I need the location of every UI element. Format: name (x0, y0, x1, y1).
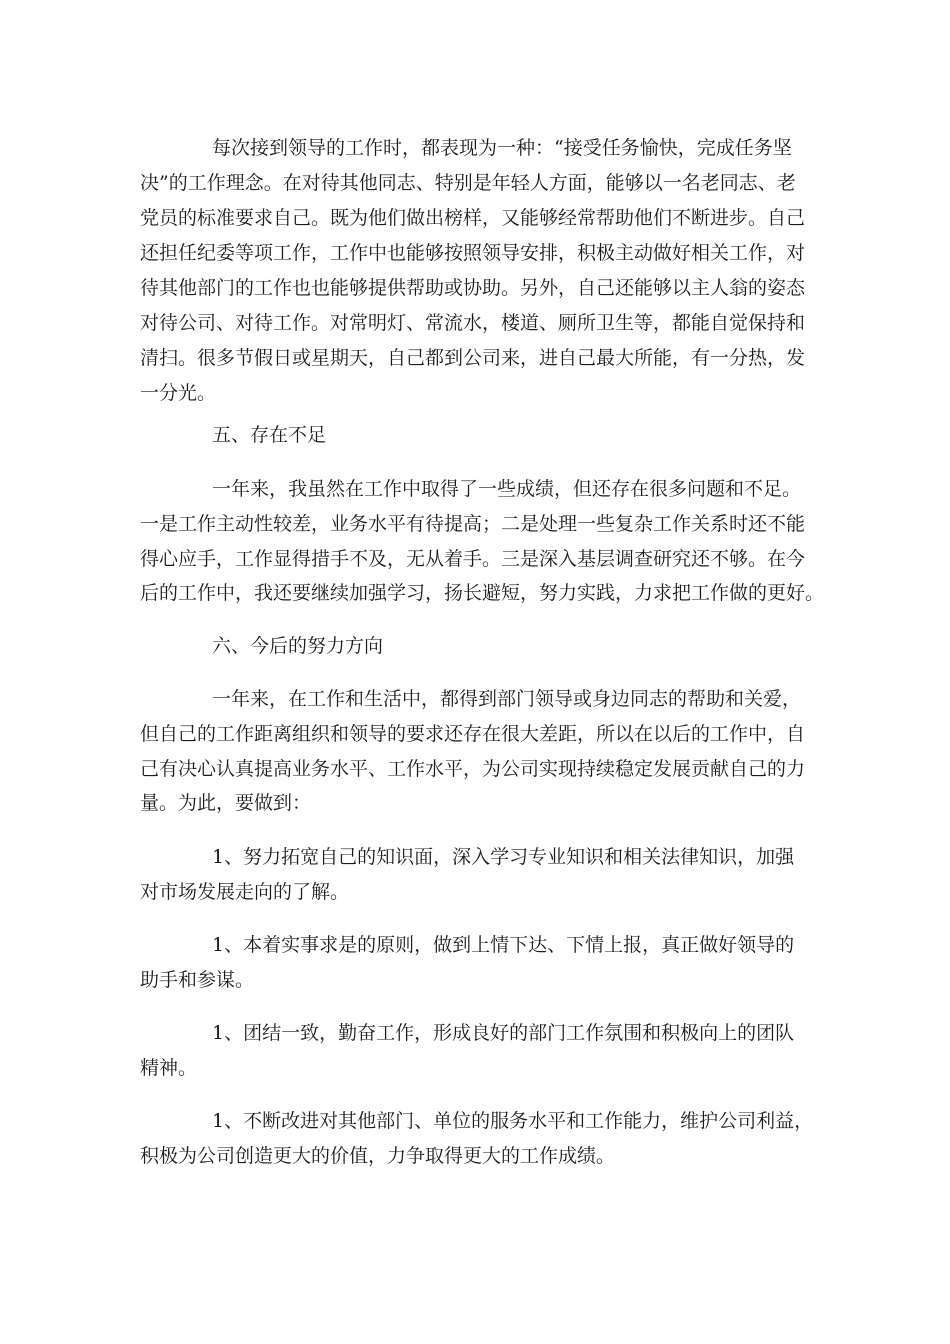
list-item-line: 助手和参谋。 (140, 969, 255, 991)
section-heading: 五、存在不足 (212, 424, 327, 446)
paragraph-line: 还担任纪委等项工作，工作中也能够按照领导安排，积极主动做好相关工作，对 (140, 242, 806, 264)
paragraph-line: 一年来，在工作和生活中，都得到部门领导或身边同志的帮助和关爱， (212, 688, 802, 710)
list-item-line: 1、不断改进对其他部门、单位的服务水平和工作能力，维护公司利益， (212, 1110, 814, 1132)
paragraph-line: 一年来，我虽然在工作中取得了一些成绩，但还存在很多问题和不足。 (212, 478, 802, 500)
paragraph-line: 对待公司、对待工作。对常明灯、常流水，楼道、厕所卫生等，都能自觉保持和 (140, 312, 806, 334)
list-item-line: 1、努力拓宽自己的知识面，深入学习专业知识和相关法律知识，加强 (212, 846, 795, 868)
list-item-line: 积极为公司创造更大的价值，力争取得更大的工作成绩。 (140, 1145, 616, 1167)
paragraph-line: 一是工作主动性较差，业务水平有待提高；二是处理一些复杂工作关系时还不能 (140, 513, 806, 535)
paragraph-line: 一分光。 (140, 382, 217, 404)
paragraph-line: 得心应手，工作显得措手不及，无从着手。三是深入基层调查研究还不够。在今 (140, 548, 806, 570)
paragraph-line: 量。为此，要做到： (140, 792, 312, 814)
list-item-line: 精神。 (140, 1057, 198, 1079)
list-item-line: 1、团结一致，勤奋工作，形成良好的部门工作氛围和积极向上的团队 (212, 1022, 795, 1044)
list-item-line: 1、本着实事求是的原则，做到上情下达、下情上报，真正做好领导的 (212, 934, 795, 956)
paragraph-line: 每次接到领导的工作时，都表现为一种：“接受任务愉快，完成任务坚 (212, 137, 792, 159)
paragraph-line: 但自己的工作距离组织和领导的要求还存在很大差距，所以在以后的工作中，自 (140, 723, 806, 745)
paragraph-line: 待其他部门的工作也也能够提供帮助或协助。另外，自己还能够以主人翁的姿态 (140, 277, 806, 299)
list-item-line: 对市场发展走向的了解。 (140, 881, 350, 903)
paragraph-line: 决”的工作理念。在对待其他同志、特别是年轻人方面，能够以一名老同志、老 (140, 172, 796, 194)
section-heading: 六、今后的努力方向 (212, 635, 384, 657)
paragraph-line: 后的工作中，我还要继续加强学习，扬长避短，努力实践，力求把工作做的更好。 (140, 582, 825, 604)
paragraph-line: 党员的标准要求自己。既为他们做出榜样，又能够经常帮助他们不断进步。自己 (140, 207, 806, 229)
paragraph-line: 己有决心认真提高业务水平、工作水平，为公司实现持续稳定发展贡献自己的力 (140, 758, 806, 780)
paragraph-line: 清扫。很多节假日或星期天，自己都到公司来，进自己最大所能，有一分热，发 (140, 347, 806, 369)
